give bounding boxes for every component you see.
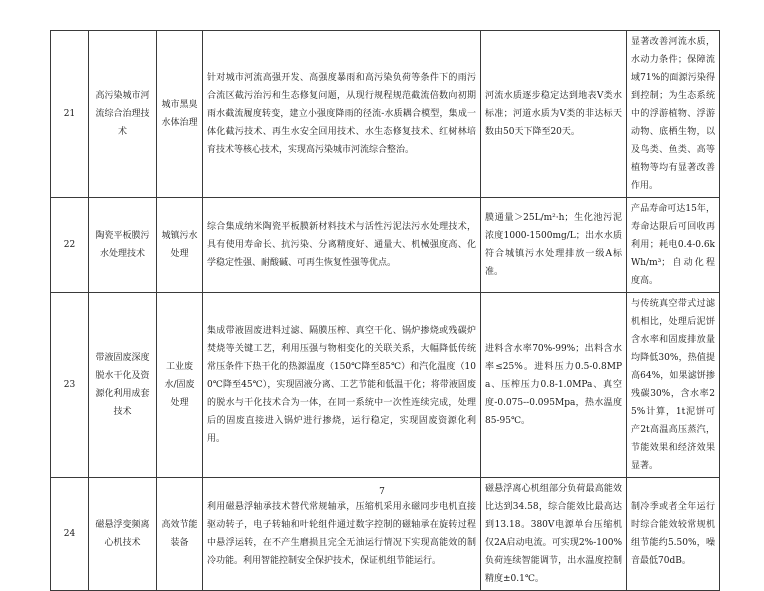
application-field: 城市黑臭水体治理 xyxy=(157,31,203,198)
application-effect: 显著改善河流水质，水动力条件；保障流域71%的面源污染得到控制；为生态系统中的浮游植物、浮游动物、底栖生物，以及鸟类、鱼类、高等植物等均有显著改善作用。 xyxy=(627,31,720,198)
row-number: 23 xyxy=(51,293,89,478)
table-row xyxy=(51,293,720,478)
technology-description: 利用磁悬浮轴承技术替代常规轴承，压缩机采用永磁同步电机直接驱动转子，电子转轴和叶轮组件通过数字控制的磁轴承在旋转过程中悬浮运转，在不产生磨损且完全无油运行情况下实现高能效的制冷功能。利用智能控制安全保护技术，保证机组节能运行。 xyxy=(203,478,481,591)
technology-name: 磁悬浮变频离心机技术 xyxy=(89,478,157,591)
technical-indicators: 磁悬浮离心机组部分负荷最高能效比达到34.58，综合能效比最高达到13.18。380V电源单台压缩机仅2A启动电流。可实现2%-100%负荷连续智能调节，出水温度控制精度±0.1℃。 xyxy=(481,478,627,591)
technical-indicators: 膜通量＞25L/m²·h；生化池污泥浓度1000-1500mg/L；出水水质符合城镇污水处理排放一级A标准。 xyxy=(481,198,627,293)
technology-name: 带液固废深度脱水干化及资源化利用成套技术 xyxy=(89,293,157,478)
application-effect: 产品寿命可达15年，寿命达限后可回收再利用；耗电0.4-0.6kWh/m³；自动化程度高。 xyxy=(627,198,720,293)
application-effect: 制冷季或者全年运行时综合能效较常规机组节能约5.50%，噪音最低70dB。 xyxy=(627,478,720,591)
application-effect: 与传统真空带式过滤机相比，处理后泥饼含水率和固废排放量均降低30%，热值提高64%，如果滤饼掺残碳30%，含水率25%计算，1t泥饼可产2t高温高压蒸汽，节能效果和经济效果显著。 xyxy=(627,293,720,478)
row-number: 21 xyxy=(51,31,89,198)
table-row xyxy=(51,31,720,198)
technical-indicators: 进料含水率70%-99%；出料含水率≤25%。进料压力0.5-0.8MPa、压榨压力0.8-1.0MPa、真空度-0.075--0.095Mpa，热水温度85-95℃。 xyxy=(481,293,627,478)
technical-indicators: 河流水质逐步稳定达到地表Ⅴ类水标准；河道水质为Ⅴ类的非达标天数由50天下降至20天。 xyxy=(481,31,627,198)
page-number: 7 xyxy=(379,487,385,497)
application-field: 城镇污水处理 xyxy=(157,198,203,293)
technology-table xyxy=(50,30,720,591)
row-number: 22 xyxy=(51,198,89,293)
row-number: 24 xyxy=(51,478,89,591)
technology-description: 集成带液固废进料过滤、隔膜压榨、真空干化、锅炉掺烧或残碳炉焚烧等关键工艺，利用压强与物相变化的关联关系，大幅降低传统常压条件下热干化的热源温度（150℃降至85℃）和汽化温度（100℃降至45℃），实现固液分离、工艺节能和低温干化；将带液固废的脱水与干化技术合为一体，在同一系统中一次性连续完成，处理后的固废直接进入锅炉进行掺烧，运行稳定，实现固废资源化利用。 xyxy=(203,293,481,478)
table-row xyxy=(51,198,720,293)
application-field: 高效节能装备 xyxy=(157,478,203,591)
technology-name: 高污染城市河流综合治理技术 xyxy=(89,31,157,198)
technology-description: 针对城市河流高强开发、高强度暴雨和高污染负荷等条件下的雨污合流区截污治污和生态修复问题，从现行规程规范截流倍数向初期雨水截流履度转变，建立小强度降雨的径流-水质耦合模型，集成一体化截污技术、再生水安全回用技术、水生态修复技术、红树林培育技术等核心技术，实现高污染城市河流综合整治。 xyxy=(203,31,481,198)
technology-description: 综合集成纳米陶瓷平板膜新材料技术与活性污泥法污水处理技术，具有使用寿命长、抗污染、分离精度好、通量大、机械强度高、化学稳定性强、耐酸碱、可再生恢复性强等优点。 xyxy=(203,198,481,293)
technology-name: 陶瓷平板膜污水处理技术 xyxy=(89,198,157,293)
application-field: 工业废水/固废处理 xyxy=(157,293,203,478)
